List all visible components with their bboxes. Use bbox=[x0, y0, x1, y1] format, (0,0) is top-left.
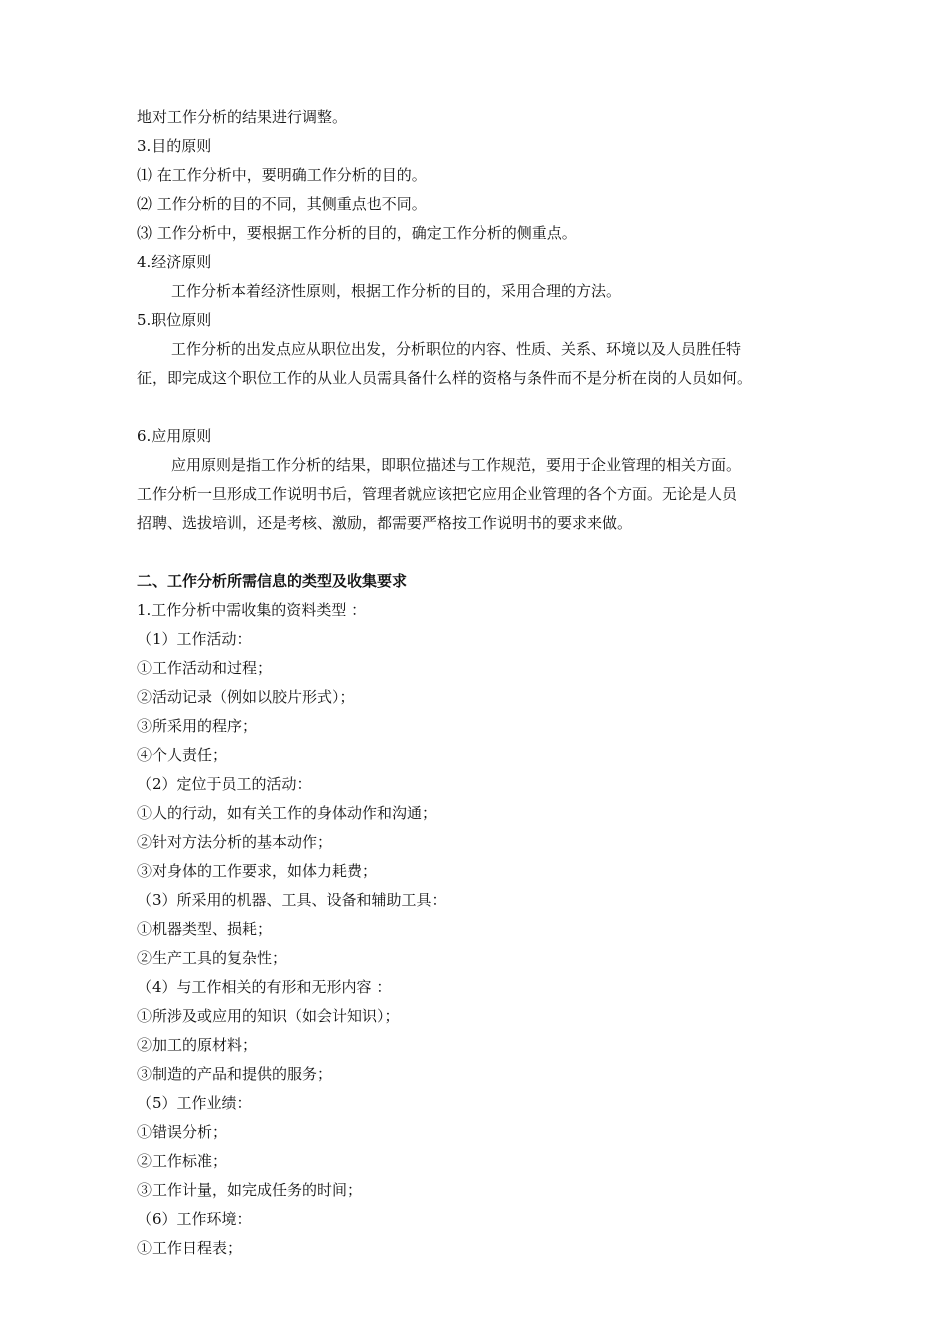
text-line: ③工作计量，如完成任务的时间； bbox=[137, 1181, 363, 1199]
text-line: 工作分析一旦形成工作说明书后，管理者就应该把它应用企业管理的各个方面。无论是人员 bbox=[137, 485, 738, 503]
text-line: ②生产工具的复杂性； bbox=[137, 949, 288, 967]
text-line: ④个人责任； bbox=[137, 746, 228, 764]
text-line: ③所采用的程序； bbox=[137, 717, 258, 735]
text-line: （1）工作活动： bbox=[137, 630, 252, 648]
blank-line bbox=[137, 538, 817, 567]
text-line: ①工作活动和过程； bbox=[137, 659, 273, 677]
text-line: 工作分析的出发点应从职位出发，分析职位的内容、性质、关系、环境以及人员胜任特 bbox=[171, 340, 742, 358]
text-line: ①工作日程表； bbox=[137, 1239, 243, 1257]
text-line: 4.经济原则 bbox=[137, 253, 212, 271]
text-line: ③对身体的工作要求，如体力耗费； bbox=[137, 862, 378, 880]
text-line: 招聘、选拔培训，还是考核、激励，都需要严格按工作说明书的要求来做。 bbox=[137, 514, 633, 532]
text-line: 工作分析本着经济性原则，根据工作分析的目的，采用合理的方法。 bbox=[171, 282, 622, 300]
text-line: ⑶ 工作分析中，要根据工作分析的目的，确定工作分析的侧重点。 bbox=[137, 224, 577, 242]
text-line: ②工作标准； bbox=[137, 1152, 228, 1170]
text-line: ①机器类型、损耗； bbox=[137, 920, 273, 938]
text-line: 5.职位原则 bbox=[137, 311, 212, 329]
document-page bbox=[137, 103, 817, 1263]
text-line: 1.工作分析中需收集的资料类型 ： bbox=[137, 601, 367, 619]
text-line: 应用原则是指工作分析的结果，即职位描述与工作规范，要用于企业管理的相关方面。 bbox=[171, 456, 742, 474]
text-line: （2）定位于员工的活动： bbox=[137, 775, 312, 793]
text-line: ①人的行动，如有关工作的身体动作和沟通； bbox=[137, 804, 438, 822]
text-line: 地对工作分析的结果进行调整。 bbox=[137, 108, 348, 126]
text-line: ①错误分析； bbox=[137, 1123, 228, 1141]
text-line: ⑵ 工作分析的目的不同，其侧重点也不同。 bbox=[137, 195, 427, 213]
text-line: 6.应用原则 bbox=[137, 427, 212, 445]
text-line: ②针对方法分析的基本动作； bbox=[137, 833, 333, 851]
text-line: 3.目的原则 bbox=[137, 137, 212, 155]
text-line: ①所涉及或应用的知识（如会计知识）； bbox=[137, 1007, 400, 1025]
text-line: （5）工作业绩： bbox=[137, 1094, 252, 1112]
text-line: ⑴ 在工作分析中，要明确工作分析的目的。 bbox=[137, 166, 427, 184]
text-line: 征，即完成这个职位工作的从业人员需具备什么样的资格与条件而不是分析在岗的人员如何。 bbox=[137, 369, 753, 387]
blank-line bbox=[137, 393, 817, 422]
text-line: ③制造的产品和提供的服务； bbox=[137, 1065, 333, 1083]
text-line: （6）工作环境： bbox=[137, 1210, 252, 1228]
text-line: （4）与工作相关的有形和无形内容 ： bbox=[137, 978, 392, 996]
text-line: ②活动记录（例如以胶片形式）； bbox=[137, 688, 355, 706]
section-heading: 二、工作分析所需信息的类型及收集要求 bbox=[137, 572, 408, 590]
text-line: ②加工的原材料； bbox=[137, 1036, 258, 1054]
text-line: （3）所采用的机器、工具、设备和辅助工具： bbox=[137, 891, 447, 909]
